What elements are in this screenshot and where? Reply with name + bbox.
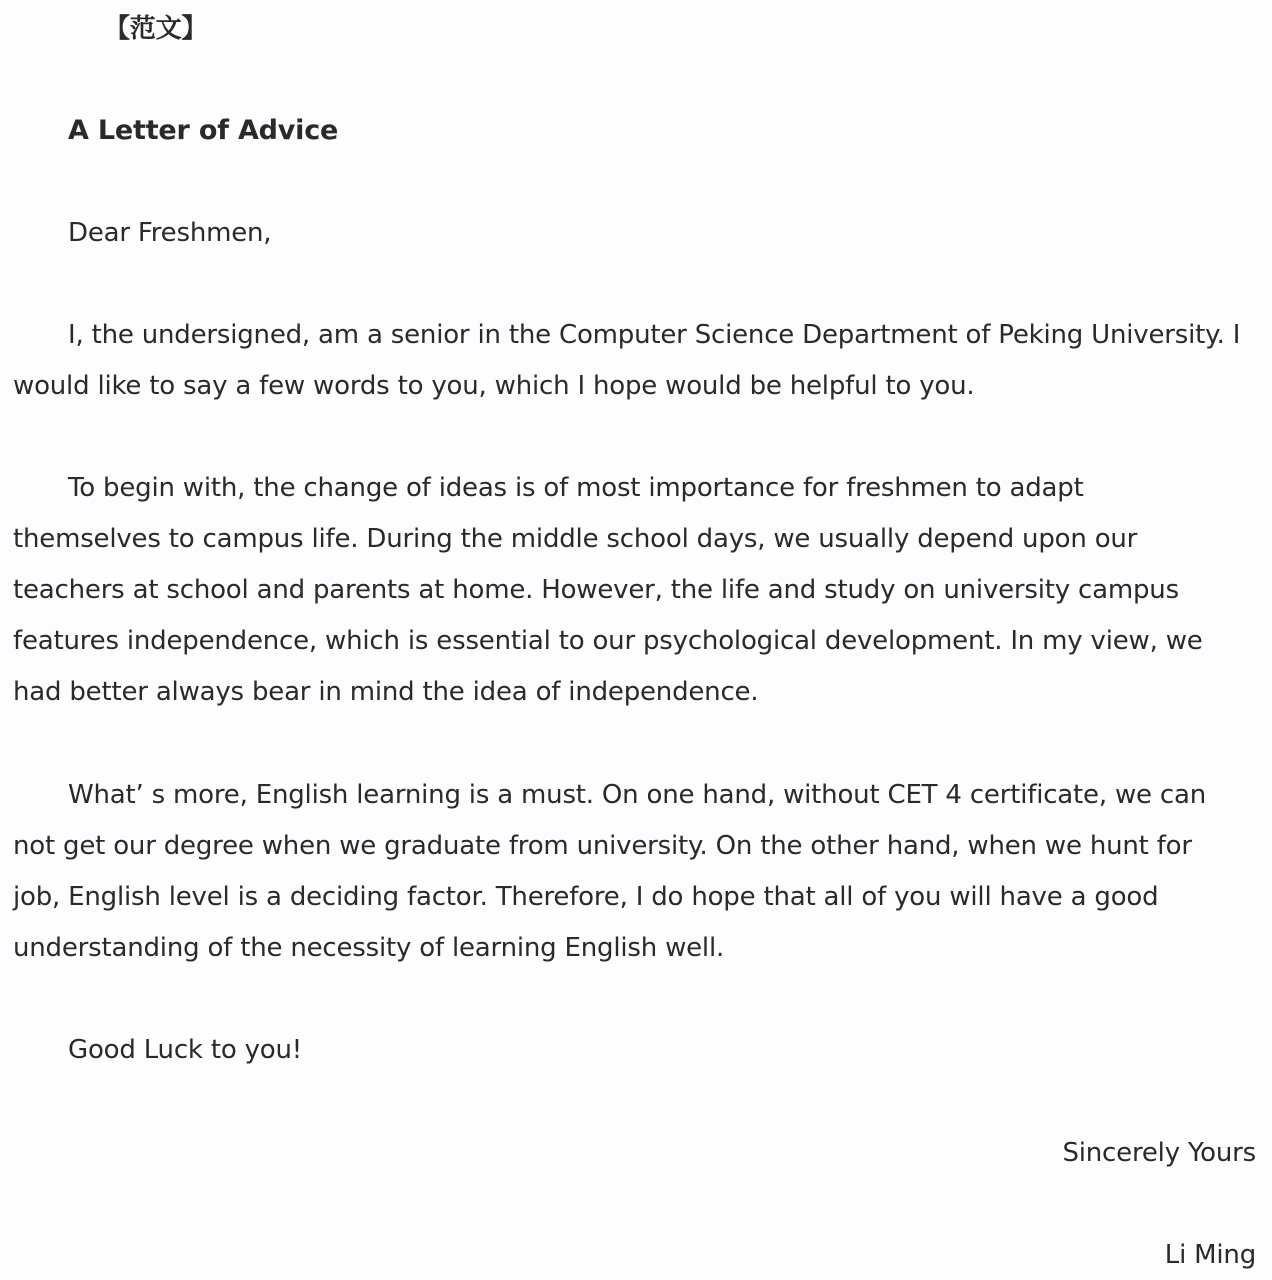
paragraph-line: To begin with, the change of ideas is of most importance for freshmen to adapt [68,473,1084,503]
paragraph-line: teachers at school and parents at home. However, the life and study on university campus [13,575,1179,605]
signature: Li Ming [1164,1240,1256,1270]
valediction: Sincerely Yours [1062,1138,1256,1168]
section-label: 【范文】 [104,14,208,44]
paragraph-line: would like to say a few words to you, which I hope would be helpful to you. [13,371,975,401]
salutation: Dear Freshmen, [68,218,272,248]
paragraph-line: themselves to campus life. During the middle school days, we usually depend upon our [13,524,1138,554]
paragraph-line: had better always bear in mind the idea of independence. [13,677,759,707]
letter-title: A Letter of Advice [68,115,339,146]
paragraph-line: features independence, which is essential to our psychological development. In my view, we [13,626,1203,656]
paragraph-line: What’ s more, English learning is a must. On one hand, without CET 4 certificate, we can [68,780,1206,810]
closing-line: Good Luck to you! [68,1035,303,1065]
paragraph-line: I, the undersigned, am a senior in the Computer Science Department of Peking University. I [68,320,1241,350]
paragraph-line: not get our degree when we graduate from university. On the other hand, when we hunt for [13,831,1192,861]
paragraph-line: understanding of the necessity of learning English well. [13,933,725,963]
paragraph-line: job, English level is a deciding factor. Therefore, I do hope that all of you will have a good [13,882,1159,912]
